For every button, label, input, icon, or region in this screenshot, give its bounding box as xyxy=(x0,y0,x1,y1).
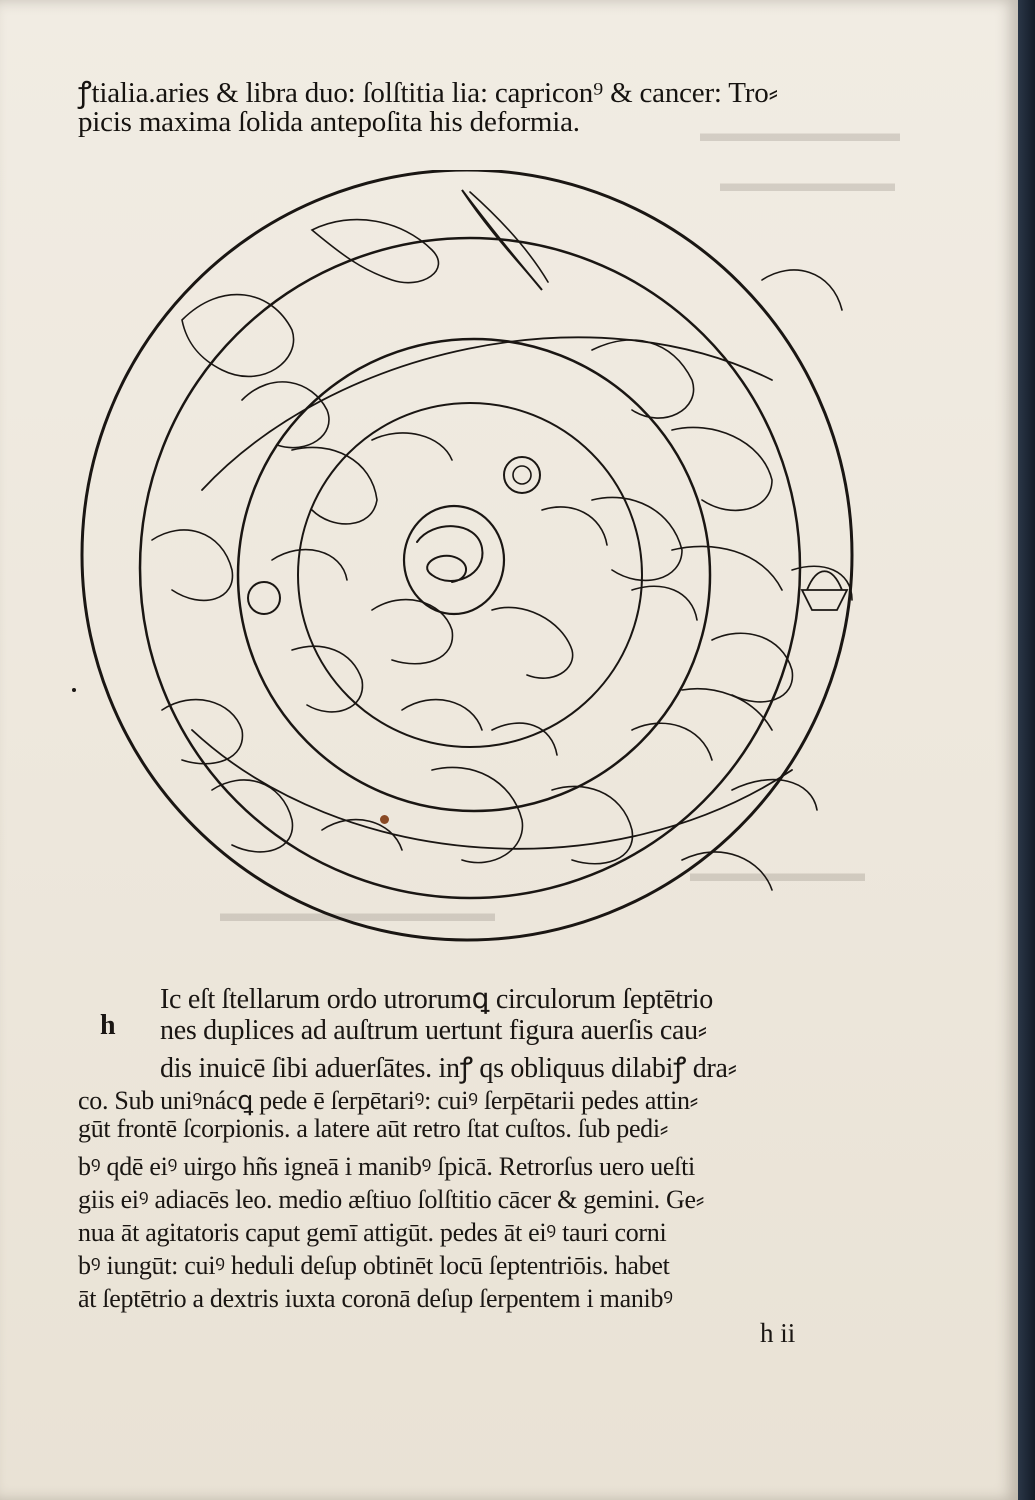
body-line-3: dis inuicē ſibi aduerſātes. inꝭ qs obliquus dilabiꝭ dra⸗ xyxy=(160,1053,737,1084)
body-line-2: nes duplices ad auſtrum uertunt figura auerſis cau⸗ xyxy=(160,1015,707,1046)
star-map-svg xyxy=(72,170,872,950)
show-through-text: ▬▬▬▬▬▬▬ xyxy=(690,860,865,887)
show-through-text: ▬▬▬▬▬▬▬▬▬▬▬ xyxy=(220,900,495,927)
body-line-6: bꝰ qdē eiꝰ uirgo hñs igneā i manibꝰ ſpicā. Retrorſus uero ueſti xyxy=(78,1152,695,1181)
body-line-10: āt ſeptētrio a dextris iuxta coronā deſup ſerpentem i manibꝰ xyxy=(78,1284,673,1313)
body-line-1: Ic eſt ſtellarum ordo utrorumꝗ circulorum ſeptētrio xyxy=(160,984,713,1015)
crescent-moon xyxy=(462,190,542,290)
body-line-7: giis eiꝰ adiacēs leo. medio æſtiuo ſolſtitio cācer & gemini. Ge⸗ xyxy=(78,1185,705,1214)
arctic-ring xyxy=(238,339,710,811)
altar-flame xyxy=(802,571,847,610)
constellation-figures xyxy=(152,220,852,890)
outer-circle xyxy=(82,170,852,940)
body-line-4: co. Sub uniꝰnácꝗ pede ē ſerpētariꝰ: cuiꝰ ſerpētarii pedes attin⸗ xyxy=(78,1086,699,1115)
page-signature: h ii xyxy=(760,1318,796,1348)
pole-ring xyxy=(504,457,540,493)
celestial-star-map-figure xyxy=(72,170,872,950)
dragon-coil xyxy=(404,506,504,614)
page-edge-background xyxy=(1018,0,1035,1500)
lunar-ring xyxy=(248,582,280,614)
body-line-9: bꝰ iungūt: cuiꝰ heduli deſup obtinēt locū ſeptentriōis. habet xyxy=(78,1251,670,1280)
ink-stain xyxy=(380,815,389,824)
pole-ring-inner xyxy=(513,466,531,484)
show-through-text: ▬▬▬▬▬▬▬▬ xyxy=(700,120,900,147)
ecliptic-band xyxy=(202,337,772,490)
dragon-body xyxy=(417,526,482,582)
signature-letter: h xyxy=(100,1010,116,1041)
body-line-5: gūt frontē ſcorpionis. a latere aūt retro ſtat cuſtos. ſub pedi⸗ xyxy=(78,1114,669,1143)
show-through-text: ▬▬▬▬▬▬▬ xyxy=(720,170,895,197)
margin-dot xyxy=(72,688,76,692)
body-line-8: nua āt agitatoris caput gemī attigūt. pedes āt eiꝰ tauri corni xyxy=(78,1218,667,1247)
heading-line-2: picis maxima ſolida antepoſita his deformia. xyxy=(78,106,580,138)
heading-line-1: ꝭtialia.aries & libra duo: ſolſtitia lia: capricon⁹ & cancer: Tro⸗ xyxy=(78,77,779,109)
